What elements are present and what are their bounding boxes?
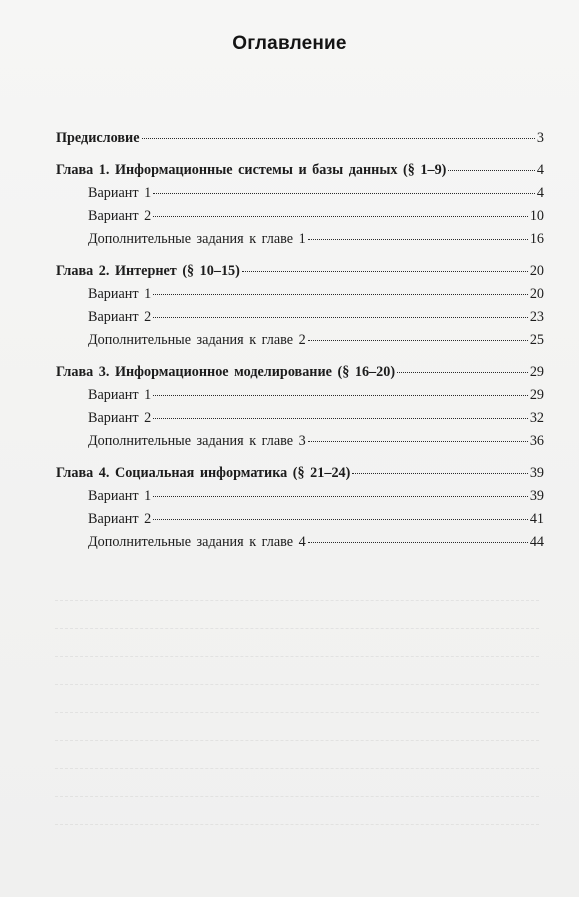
dot-leader <box>153 418 528 419</box>
toc-page-number: 4 <box>536 185 544 201</box>
dot-leader <box>153 317 528 318</box>
dot-leader <box>448 170 535 171</box>
page-title: Оглавление <box>232 33 347 54</box>
dot-leader <box>352 473 527 474</box>
toc-entry-label: Дополнительные задания к главе 2 <box>88 332 306 348</box>
bleed-through-line <box>55 824 539 825</box>
bleed-through-line <box>55 684 539 685</box>
dot-leader <box>397 372 528 373</box>
toc-entry-chapter-1-extra-tasks[interactable] <box>56 231 544 254</box>
toc-entry-label: Вариант 2 <box>88 410 152 426</box>
dot-leader <box>153 395 528 396</box>
toc-entry-label: Глава 1. Информационные системы и базы данных (§ 1–9) <box>56 162 447 178</box>
dot-leader <box>308 441 528 442</box>
toc-entry-chapter-2-variant-1[interactable] <box>56 286 544 309</box>
toc-entry-chapter-1-variant-2[interactable] <box>56 208 544 231</box>
toc-entry-label: Вариант 1 <box>88 286 152 302</box>
toc-entry-label: Вариант 2 <box>88 309 152 325</box>
dot-leader <box>153 519 528 520</box>
toc-entry-chapter-3-variant-1[interactable] <box>56 387 544 410</box>
toc-entry-label: Глава 2. Интернет (§ 10–15) <box>56 263 240 279</box>
dot-leader <box>153 496 528 497</box>
bleed-through-line <box>55 712 539 713</box>
toc-entry-chapter-2-extra-tasks[interactable] <box>56 332 544 355</box>
bleed-through-line <box>55 656 539 657</box>
dot-leader <box>308 239 528 240</box>
dot-leader <box>142 138 535 139</box>
dot-leader <box>308 542 528 543</box>
toc-page-number: 29 <box>529 387 544 403</box>
toc-entry-chapter-1-variant-1[interactable] <box>56 185 544 208</box>
toc-page-number: 25 <box>529 332 544 348</box>
toc-entry-label: Предисловие <box>56 130 140 146</box>
dot-leader <box>308 340 528 341</box>
toc-entry-chapter-2-variant-2[interactable] <box>56 309 544 332</box>
bleed-through-line <box>55 600 539 601</box>
toc-page-number: 39 <box>529 465 544 481</box>
bleed-through-line <box>55 768 539 769</box>
toc-entry-chapter-4-variant-1[interactable] <box>56 488 544 511</box>
bleed-through-line <box>55 628 539 629</box>
toc-page-number: 41 <box>529 511 544 527</box>
dot-leader <box>153 216 528 217</box>
toc-entry-label: Глава 4. Социальная информатика (§ 21–24) <box>56 465 351 481</box>
dot-leader <box>153 294 528 295</box>
toc-entry-label: Вариант 1 <box>88 185 152 201</box>
bleed-through-line <box>55 796 539 797</box>
toc-page-number: 44 <box>529 534 544 550</box>
bleed-through-line <box>55 740 539 741</box>
toc-entry-chapter-4-variant-2[interactable] <box>56 511 544 534</box>
toc-entry-chapter-3-variant-2[interactable] <box>56 410 544 433</box>
toc-entry-label: Дополнительные задания к главе 3 <box>88 433 306 449</box>
toc-entry-chapter-1[interactable] <box>56 162 544 185</box>
toc-entry-chapter-4[interactable] <box>56 465 544 488</box>
toc-entry-label: Вариант 2 <box>88 208 152 224</box>
toc-page-number: 20 <box>529 263 544 279</box>
toc-page-number: 36 <box>529 433 544 449</box>
toc-entry-preface[interactable] <box>56 130 544 153</box>
toc-page-number: 32 <box>529 410 544 426</box>
toc-entry-chapter-2[interactable] <box>56 263 544 286</box>
toc-page-number: 4 <box>536 162 544 178</box>
toc-page-number: 23 <box>529 309 544 325</box>
toc-page-number: 16 <box>529 231 544 247</box>
toc-page-number: 29 <box>529 364 544 380</box>
toc-entry-label: Дополнительные задания к главе 1 <box>88 231 306 247</box>
toc-entry-chapter-3-extra-tasks[interactable] <box>56 433 544 456</box>
toc-entry-label: Вариант 1 <box>88 387 152 403</box>
toc-entry-label: Вариант 2 <box>88 511 152 527</box>
toc-page-number: 3 <box>536 130 544 146</box>
toc-page-number: 20 <box>529 286 544 302</box>
toc-entry-label: Глава 3. Информационное моделирование (§ 16–20) <box>56 364 396 380</box>
toc-page-number: 10 <box>529 208 544 224</box>
dot-leader <box>153 193 535 194</box>
toc-entry-label: Вариант 1 <box>88 488 152 504</box>
toc-entry-label: Дополнительные задания к главе 4 <box>88 534 306 550</box>
toc-entry-chapter-4-extra-tasks[interactable] <box>56 534 544 557</box>
table-of-contents <box>56 130 544 557</box>
toc-entry-chapter-3[interactable] <box>56 364 544 387</box>
toc-page-number: 39 <box>529 488 544 504</box>
dot-leader <box>242 271 528 272</box>
